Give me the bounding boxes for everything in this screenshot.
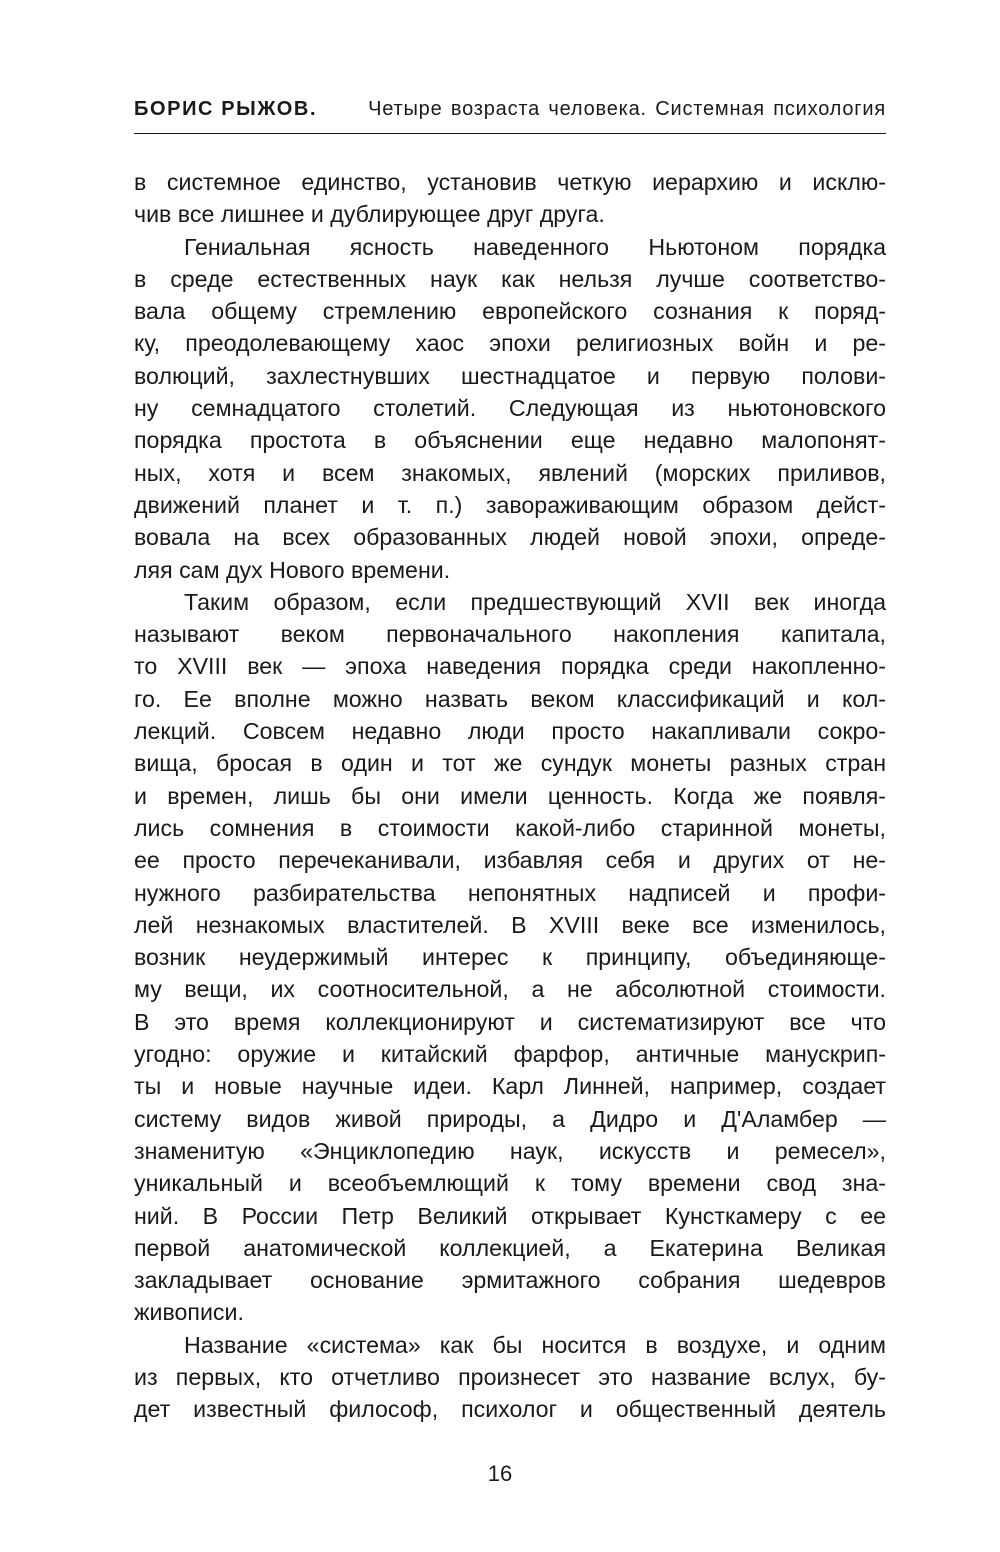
text-line: лей незнакомых властителей. В XVIII веке все изменилось, — [134, 911, 886, 938]
text-line: му вещи, их соотносительной, а не абсолютной стоимости. — [134, 976, 886, 1003]
text-line: угодно: оружие и китайский фарфор, античные манускрип- — [134, 1041, 886, 1068]
text-line: живописи. — [134, 1299, 244, 1326]
running-head — [134, 98, 886, 128]
body-text — [134, 166, 886, 1426]
text-line: движений планет и т. п.) завораживающим образом дейст- — [134, 491, 886, 518]
text-line: го. Ее вполне можно назвать веком классификаций и кол- — [134, 685, 886, 712]
text-line: лекций. Совсем недавно люди просто накапливали сокро- — [134, 718, 886, 745]
running-head-author: БОРИС РЫЖОВ. — [134, 98, 318, 120]
text-line: ний. В России Петр Великий открывает Кунсткамеру с ее — [134, 1202, 886, 1229]
header-rule — [134, 133, 886, 134]
text-line: и времен, лишь бы они имели ценность. Когда же появля- — [134, 782, 886, 809]
page-number: 16 — [487, 1461, 513, 1486]
text-line: уникальный и всеобъемлющий к тому времени свод зна- — [134, 1170, 886, 1197]
text-line: в системное единство, установив четкую иерархию и исклю- — [134, 169, 886, 195]
paragraph-first-line: Таким образом, если предшествующий XVII век иногда — [184, 588, 886, 615]
text-line: первой анатомической коллекцией, а Екатерина Великая — [134, 1234, 886, 1261]
text-line: ну семнадцатого столетий. Следующая из ньютоновского — [134, 395, 886, 422]
text-line: ных, хотя и всем знакомых, явлений (морских приливов, — [134, 459, 886, 486]
text-line: называют веком первоначального накопления капитала, — [134, 621, 886, 648]
text-line: порядка простота в объяснении еще недавно малопонят- — [134, 427, 886, 454]
text-line: в среде естественных наук как нельзя лучше соответство- — [134, 265, 886, 292]
text-line: ты и новые научные идеи. Карл Линней, например, создает — [134, 1073, 886, 1100]
text-line: ку, преодолевающему хаос эпохи религиозных войн и ре- — [134, 330, 886, 357]
text-line: ее просто перечеканивали, избавляя себя и других от не- — [134, 847, 886, 874]
text-line: В это время коллекционируют и систематизируют все что — [134, 1008, 886, 1035]
text-line: вища, бросая в один и тот же сундук монеты разных стран — [134, 750, 886, 777]
text-line: волюций, захлестнувших шестнадцатое и первую полови- — [134, 362, 886, 389]
running-head-title: Четыре возраста человека. Системная психология — [368, 98, 886, 120]
text-line: возник неудержимый интерес к принципу, объединяюще- — [134, 944, 886, 971]
text-line: вала общему стремлению европейского сознания к поряд- — [134, 298, 886, 325]
paragraph-first-line: Название «система» как бы носится в воздухе, и одним — [184, 1331, 886, 1358]
text-line: чив все лишнее и дублирующее друг друга. — [134, 201, 605, 228]
text-line: из первых, кто отчетливо произнесет это название вслух, бу- — [134, 1363, 886, 1390]
text-line: дет известный философ, психолог и общественный деятель — [134, 1396, 886, 1423]
text-line: то XVIII век — эпоха наведения порядка среди накопленно- — [134, 653, 886, 680]
text-line: лись сомнения в стоимости какой-либо старинной монеты, — [134, 814, 886, 841]
text-line: систему видов живой природы, а Дидро и Д'Аламбер — — [134, 1105, 886, 1132]
text-line: ляя сам дух Нового времени. — [134, 556, 451, 583]
paragraph-first-line: Гениальная ясность наведенного Ньютоном порядка — [184, 233, 886, 260]
text-line: нужного разбирательства непонятных надписей и профи- — [134, 879, 886, 906]
text-line: вовала на всех образованных людей новой эпохи, опреде- — [134, 524, 886, 551]
text-line: знаменитую «Энциклопедию наук, искусств и ремесел», — [134, 1137, 886, 1164]
text-line: закладывает основание эрмитажного собрания шедевров — [134, 1267, 886, 1294]
